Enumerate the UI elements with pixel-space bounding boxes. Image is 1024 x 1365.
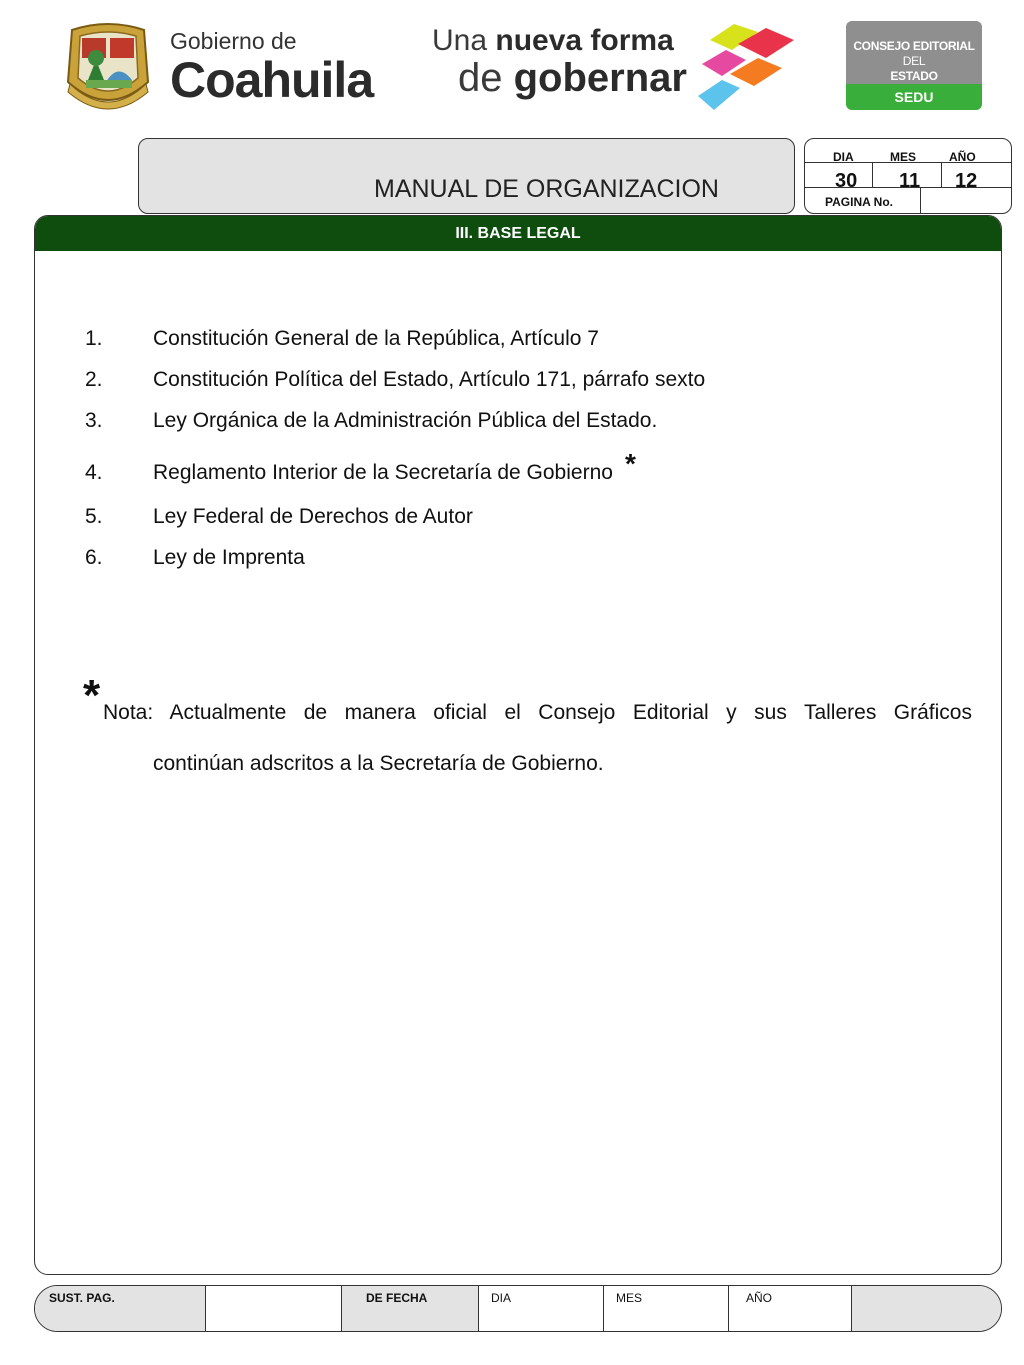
consejo-line-2 xyxy=(846,54,982,84)
manual-title: MANUAL DE ORGANIZACION xyxy=(374,175,719,203)
list-item-number: 5. xyxy=(85,505,103,528)
date-box xyxy=(804,138,1012,214)
gobierno-de-text: Gobierno de xyxy=(170,28,297,54)
list-item xyxy=(85,368,705,392)
list-item-text: Ley Orgánica de la Administración Pública del Estado. xyxy=(153,409,658,432)
de-fecha-label: DE FECHA xyxy=(342,1286,478,1331)
list-item-text: Ley Federal de Derechos de Autor xyxy=(153,505,473,528)
section-title: III. BASE LEGAL xyxy=(35,216,1001,251)
list-item-number: 4. xyxy=(85,461,103,484)
list-item xyxy=(85,327,599,351)
slogan-wordmark xyxy=(432,26,687,98)
list-item-text: Constitución General de la República, Artículo 7 xyxy=(153,327,599,350)
coahuila-coat-of-arms-logo xyxy=(62,22,154,110)
slogan-de: de xyxy=(458,56,503,100)
dia-value: 30 xyxy=(835,170,858,192)
list-item xyxy=(85,409,657,433)
sust-pag-value xyxy=(206,1286,342,1331)
list-item-text: Reglamento Interior de la Secretaría de Gobierno xyxy=(153,461,613,484)
slogan-una: Una xyxy=(432,24,488,57)
ano-label: AÑO xyxy=(949,150,976,164)
footer-substitution-bar xyxy=(34,1285,1002,1332)
consejo-estado: ESTADO xyxy=(890,69,938,83)
content-frame xyxy=(34,215,1002,1275)
consejo-editorial-label xyxy=(846,21,982,84)
coahuila-text: Coahuila xyxy=(170,52,374,108)
list-item-number: 1. xyxy=(85,327,103,350)
note-text-line-2: continúan adscritos a la Secretaría de Gobierno. xyxy=(153,752,604,775)
consejo-del: DEL xyxy=(902,54,926,68)
slogan-line-1 xyxy=(432,26,687,56)
consejo-editorial-logo xyxy=(846,21,982,110)
list-item-number: 3. xyxy=(85,409,103,432)
list-item-text: Constitución Política del Estado, Artículo 171, párrafo sexto xyxy=(153,368,706,391)
slogan-gobernar: gobernar xyxy=(513,56,687,100)
sust-pag-label: SUST. PAG. xyxy=(35,1286,206,1331)
pagina-label: PAGINA No. xyxy=(825,195,893,209)
asterisk-mark: * xyxy=(624,448,636,479)
colorful-tiles-logo xyxy=(696,22,796,112)
list-item xyxy=(85,505,473,529)
consejo-line-1: CONSEJO EDITORIAL xyxy=(853,39,975,53)
list-item-number: 2. xyxy=(85,368,103,391)
footer-mes-label: MES xyxy=(616,1291,643,1305)
date-box-divider-v1 xyxy=(872,162,873,187)
slogan-line-2 xyxy=(458,58,687,98)
note-text-line-1: Nota: Actualmente de manera oficial el Consejo Editorial y sus Talleres Gráficos xyxy=(103,701,972,724)
list-item xyxy=(85,448,636,486)
note-asterisk: * xyxy=(83,671,101,720)
ano-value: 12 xyxy=(955,170,978,192)
footer-dia-label: DIA xyxy=(491,1291,512,1305)
dia-label: DIA xyxy=(833,150,854,164)
date-box-divider-v2 xyxy=(941,162,942,187)
mes-label: MES xyxy=(890,150,917,164)
title-box xyxy=(138,138,795,214)
sedu-badge: SEDU xyxy=(846,84,982,110)
list-item-text: Ley de Imprenta xyxy=(153,546,305,569)
footer-end-cell xyxy=(852,1286,1002,1331)
gobierno-de-coahuila-wordmark xyxy=(170,28,374,108)
slogan-nueva-forma: nueva forma xyxy=(495,24,674,57)
mes-value: 11 xyxy=(899,170,921,192)
list-item-number: 6. xyxy=(85,546,103,569)
footer-ano-label: AÑO xyxy=(746,1291,773,1305)
list-item xyxy=(85,546,305,570)
